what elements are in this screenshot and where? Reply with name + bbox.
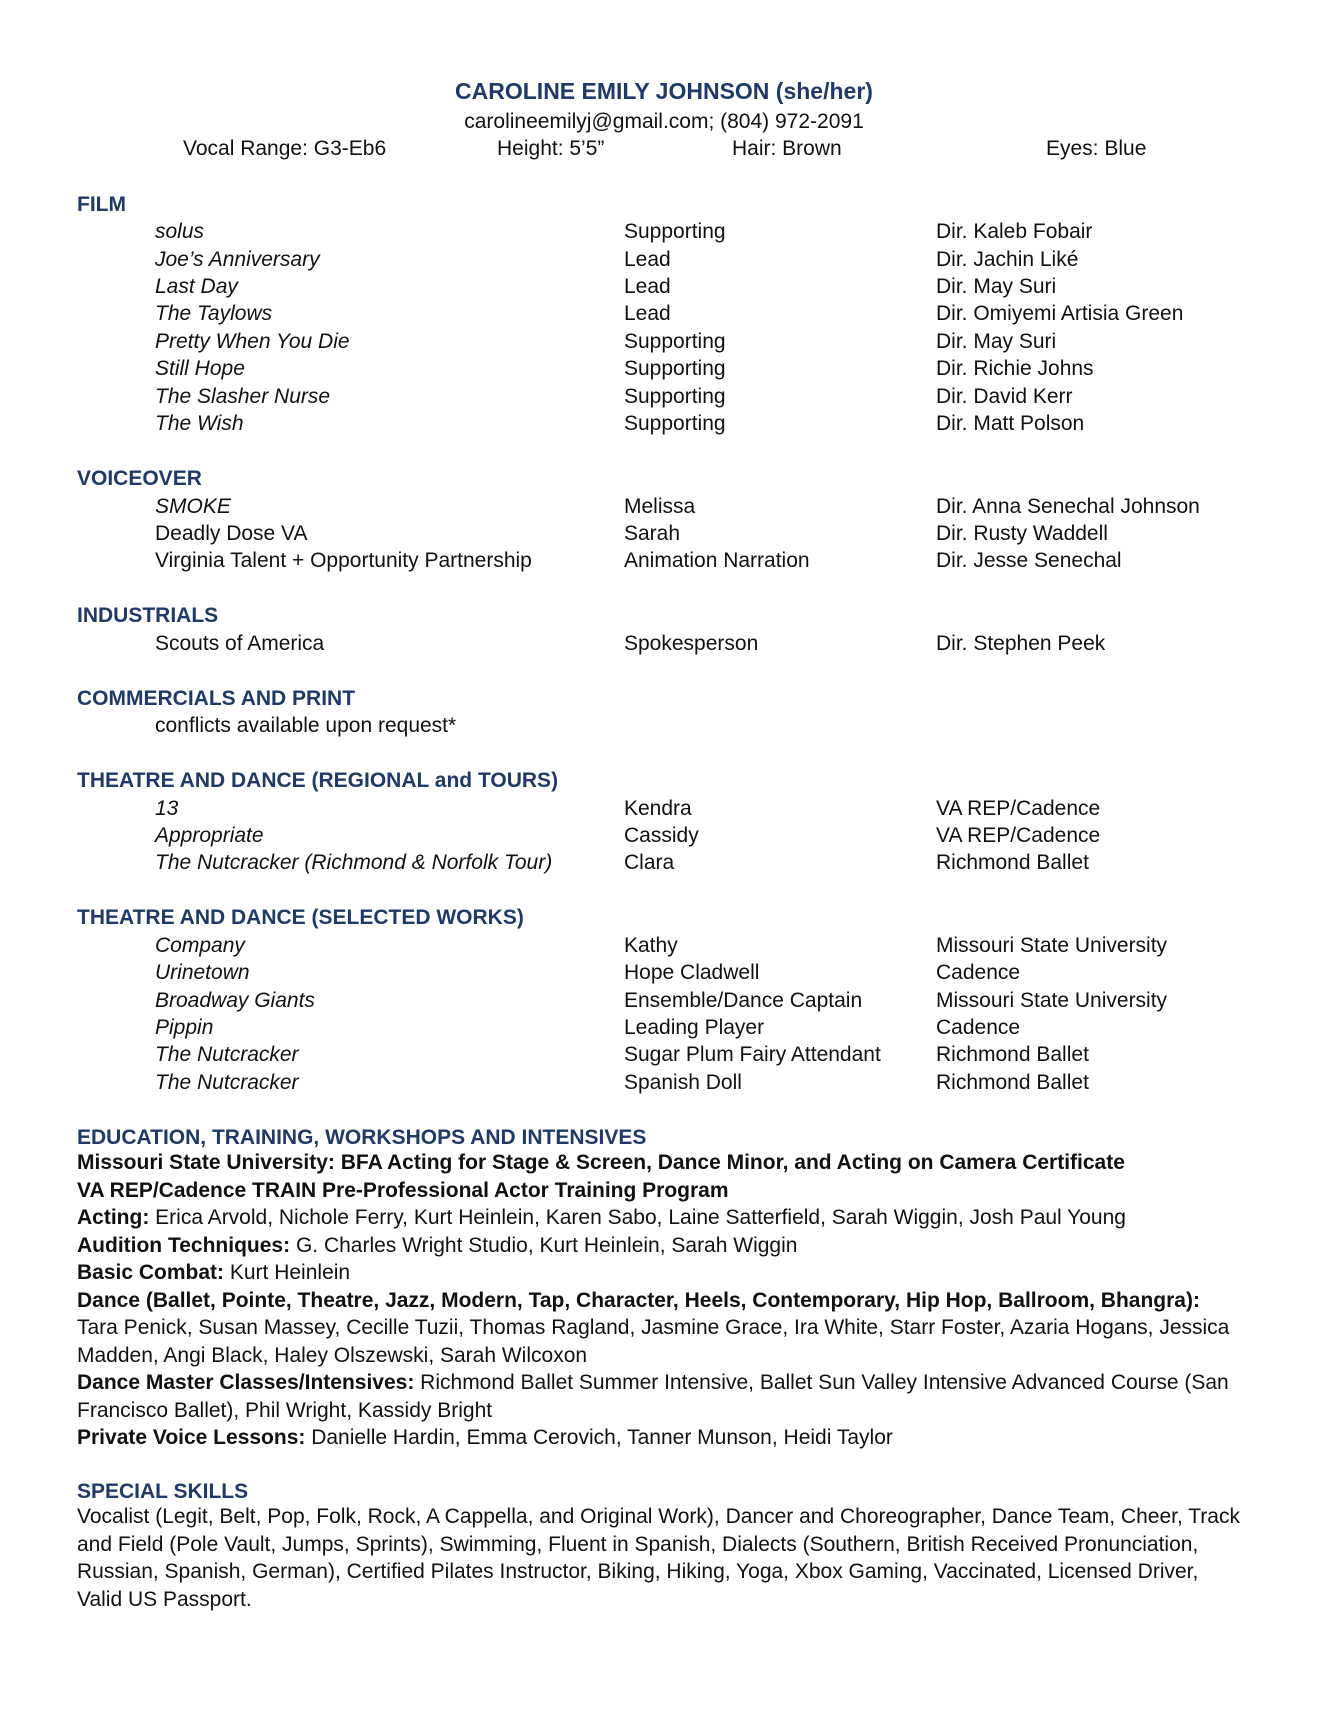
- training-label: Dance Master Classes/Intensives:: [77, 1371, 415, 1394]
- film-director: Dir. David Kerr: [936, 385, 1073, 408]
- theatre-role: Ensemble/Dance Captain: [624, 989, 863, 1012]
- theatre-company: Missouri State University: [936, 934, 1168, 957]
- film-director: Dir. Jachin Liké: [936, 248, 1079, 271]
- theatre-role: Kathy: [624, 934, 678, 957]
- training-combat: [77, 1259, 1277, 1287]
- film-role: Lead: [624, 248, 671, 271]
- training-label: Audition Techniques:: [77, 1233, 291, 1257]
- training-text: Richmond Ballet Summer Intensive, Ballet Sun Valley Intensive Advanced Course (San Francisco Ballet), Phil Wright, Kassidy Bright: [77, 1371, 1229, 1422]
- voiceover-role: Sarah: [624, 522, 681, 545]
- training-label: Acting:: [77, 1206, 150, 1229]
- theatre-company: VA REP/Cadence: [936, 797, 1101, 820]
- film-director: Dir. May Suri: [936, 275, 1057, 298]
- film-role: Supporting: [624, 330, 726, 353]
- theatre-company: VA REP/Cadence: [936, 824, 1101, 847]
- industrial-role: Spokesperson: [624, 632, 759, 655]
- education-program: VA REP/Cadence TRAIN Pre-Professional Actor Training Program: [77, 1178, 729, 1202]
- section-heading-special-skills: SPECIAL SKILLS: [77, 1480, 249, 1503]
- height-stat: Height: 5’5”: [497, 137, 605, 160]
- film-title: Still Hope: [155, 357, 245, 380]
- education-degree: Missouri State University: BFA Acting for Stage & Screen, Dance Minor, and Acting on Camera Certificate: [77, 1151, 1125, 1174]
- industrial-title: Scouts of America: [155, 632, 325, 655]
- commercials-note: conflicts available upon request*: [155, 714, 457, 737]
- section-heading-film: FILM: [77, 193, 126, 216]
- film-title: The Slasher Nurse: [155, 385, 331, 408]
- theatre-title: Urinetown: [155, 961, 250, 984]
- section-heading-voiceover: VOICEOVER: [77, 467, 202, 490]
- theatre-title: Appropriate: [155, 824, 264, 847]
- theatre-role: Cassidy: [624, 824, 699, 847]
- theatre-company: Cadence: [936, 1016, 1021, 1039]
- training-master-classes: [77, 1369, 1277, 1424]
- voiceover-title: SMOKE: [155, 495, 231, 518]
- film-director: Dir. Richie Johns: [936, 357, 1094, 380]
- contact-info: carolineemilyj@gmail.com; (804) 972-2091: [464, 110, 864, 133]
- theatre-company: Cadence: [936, 961, 1021, 984]
- special-skills-text: Vocalist (Legit, Belt, Pop, Folk, Rock, A Cappella, and Original Work), Dancer and Choreographer, Dance Team, Cheer, Track and Field (Pole Vault, Jumps, Sprints), Swimming, Fluent in Spanish, Dialects (Southern, British Received Pronunciation, Russian, Spanish, German), Certified Pilates Instructor, Biking, Hiking, Yoga, Xbox Gaming, Vaccinated, Licensed Driver, Valid US Passport.: [77, 1505, 1240, 1611]
- theatre-title: The Nutcracker (Richmond & Norfolk Tour): [155, 851, 553, 874]
- theatre-title: Company: [155, 934, 245, 957]
- film-director: Dir. Kaleb Fobair: [936, 220, 1093, 243]
- film-role: Supporting: [624, 385, 726, 408]
- voiceover-role: Melissa: [624, 495, 696, 518]
- training-label: Basic Combat:: [77, 1261, 225, 1284]
- film-title: Pretty When You Die: [155, 330, 350, 353]
- training-text: G. Charles Wright Studio, Kurt Heinlein, Sarah Wiggin: [290, 1233, 798, 1257]
- theatre-company: Richmond Ballet: [936, 1071, 1089, 1094]
- theatre-company: Missouri State University: [936, 989, 1168, 1012]
- theatre-role: Kendra: [624, 797, 692, 820]
- film-title: Joe’s Anniversary: [155, 248, 320, 271]
- theatre-title: 13: [155, 797, 179, 820]
- training-text: Danielle Hardin, Emma Cerovich, Tanner Munson, Heidi Taylor: [305, 1426, 893, 1449]
- training-voice: [77, 1424, 1277, 1452]
- film-title: The Taylows: [155, 302, 273, 325]
- film-role: Supporting: [624, 412, 726, 435]
- theatre-title: Broadway Giants: [155, 989, 315, 1012]
- vocal-range: Vocal Range: G3-Eb6: [183, 137, 387, 160]
- training-label: Private Voice Lessons:: [77, 1426, 306, 1449]
- film-title: The Wish: [155, 412, 244, 435]
- voiceover-director: Dir. Jesse Senechal: [936, 549, 1122, 572]
- section-heading-education: EDUCATION, TRAINING, WORKSHOPS AND INTENSIVES: [77, 1126, 647, 1149]
- theatre-company: Richmond Ballet: [936, 851, 1089, 874]
- film-role: Lead: [624, 275, 671, 298]
- training-dance: [77, 1287, 1277, 1315]
- training-label: Dance (Ballet, Pointe, Theatre, Jazz, Modern, Tap, Character, Heels, Contemporary, Hip Hop, Ballroom, Bhangra):: [77, 1288, 1200, 1312]
- theatre-role: Clara: [624, 851, 675, 874]
- theatre-role: Hope Cladwell: [624, 961, 760, 984]
- voiceover-role: Animation Narration: [624, 549, 810, 572]
- theatre-title: Pippin: [155, 1016, 214, 1039]
- training-audition: [77, 1232, 1277, 1260]
- education-block: [77, 1149, 1277, 1452]
- training-acting: [77, 1204, 1277, 1232]
- voiceover-title: Virginia Talent + Opportunity Partnership: [155, 549, 532, 572]
- theatre-role: Sugar Plum Fairy Attendant: [624, 1043, 881, 1066]
- film-role: Supporting: [624, 220, 726, 243]
- theatre-company: Richmond Ballet: [936, 1043, 1089, 1066]
- film-title: solus: [155, 220, 205, 243]
- theatre-title: The Nutcracker: [155, 1071, 299, 1094]
- film-role: Supporting: [624, 357, 726, 380]
- voiceover-director: Dir. Anna Senechal Johnson: [936, 495, 1200, 518]
- section-heading-commercials: COMMERCIALS AND PRINT: [77, 687, 356, 710]
- voiceover-director: Dir. Rusty Waddell: [936, 522, 1108, 545]
- theatre-title: The Nutcracker: [155, 1043, 299, 1066]
- film-role: Lead: [624, 302, 671, 325]
- training-text: Erica Arvold, Nichole Ferry, Kurt Heinlein, Karen Sabo, Laine Satterfield, Sarah Wiggin, Josh Paul Young: [149, 1206, 1126, 1229]
- training-text: Kurt Heinlein: [224, 1261, 351, 1284]
- film-director: Dir. May Suri: [936, 330, 1057, 353]
- film-title: Last Day: [155, 275, 238, 298]
- eyes-stat: Eyes: Blue: [1046, 137, 1147, 160]
- hair-stat: Hair: Brown: [732, 137, 842, 160]
- theatre-role: Spanish Doll: [624, 1071, 742, 1094]
- section-heading-theatre-regional: THEATRE AND DANCE (REGIONAL and TOURS): [77, 769, 559, 792]
- section-heading-industrials: INDUSTRIALS: [77, 604, 219, 627]
- section-heading-theatre-selected: THEATRE AND DANCE (SELECTED WORKS): [77, 906, 524, 929]
- voiceover-title: Deadly Dose VA: [155, 522, 308, 545]
- film-director: Dir. Matt Polson: [936, 412, 1085, 435]
- theatre-role: Leading Player: [624, 1016, 765, 1039]
- actor-name: CAROLINE EMILY JOHNSON (she/her): [455, 78, 873, 104]
- training-text: Tara Penick, Susan Massey, Cecille Tuzii, Thomas Ragland, Jasmine Grace, Ira White, Starr Foster, Azaria Hogans, Jessica Madden, Angi Black, Haley Olszewski, Sarah Wilcoxon: [77, 1316, 1230, 1367]
- industrial-director: Dir. Stephen Peek: [936, 632, 1106, 655]
- film-director: Dir. Omiyemi Artisia Green: [936, 302, 1184, 325]
